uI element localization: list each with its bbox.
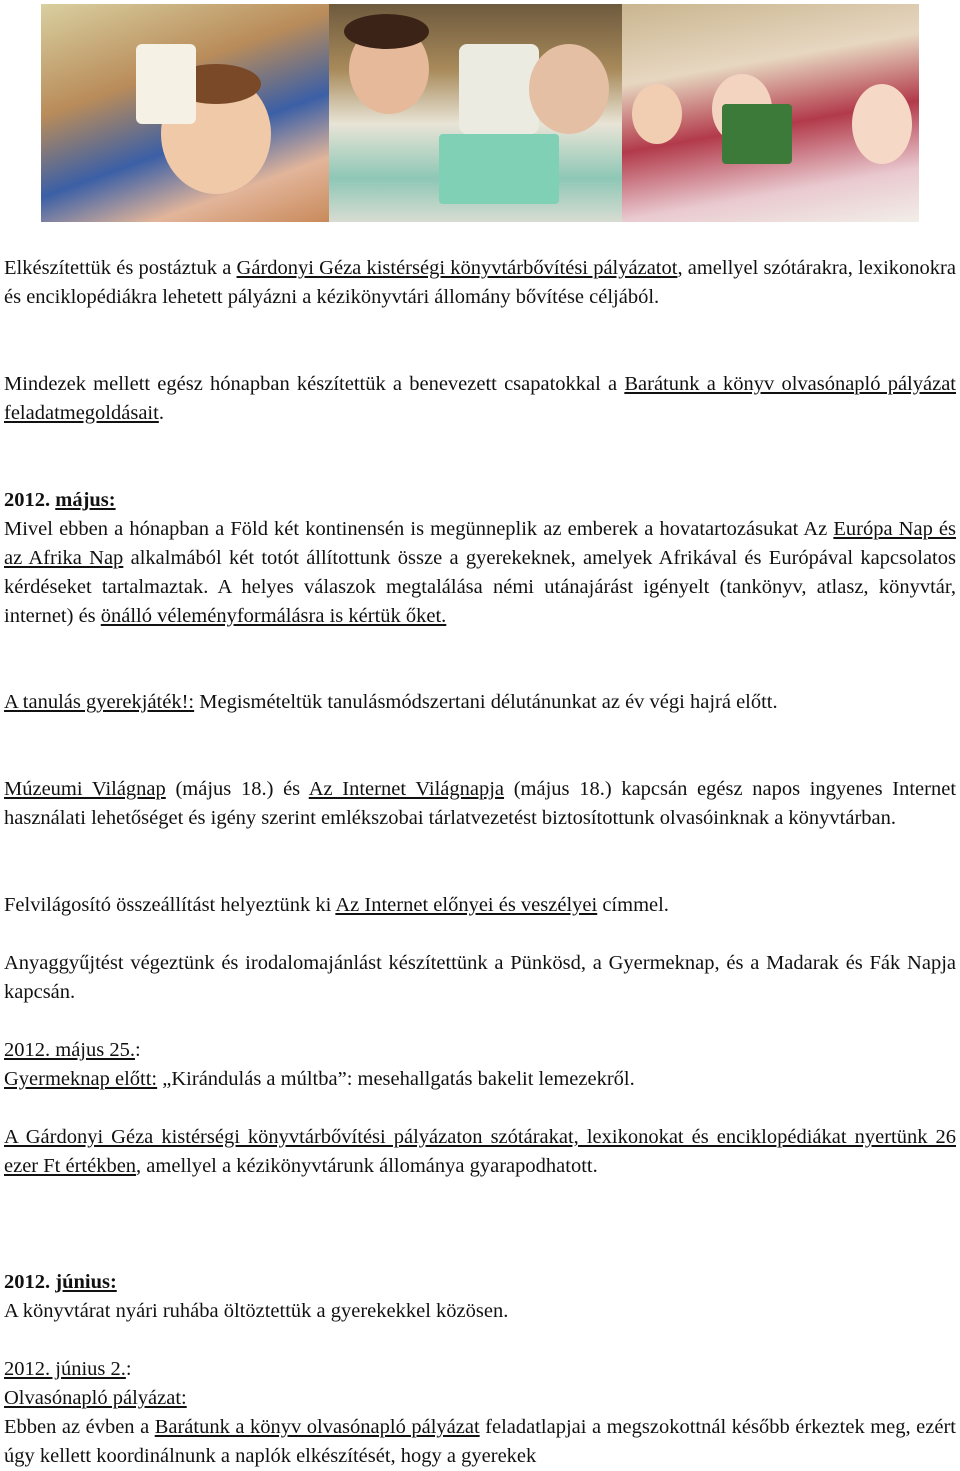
link-europa-afrika-nap[interactable]: Európa Nap és az Afrika Nap: [4, 518, 957, 569]
section-june: [4, 1268, 956, 1326]
paragraph-internet-exhibit: Felvilágosító összeállítást helyeztünk ki Az Internet előnyei és veszélyei címmel.: [4, 894, 669, 916]
link-onallo-velemeny[interactable]: önálló véleményformálásra is kértük őket.: [100, 605, 447, 627]
link-gyermeknap-elott[interactable]: Gyermeknap előtt:: [4, 1068, 158, 1090]
document-body: [4, 254, 956, 312]
heading-june-2012: 2012. június:: [4, 1271, 117, 1293]
paragraph-summer-decoration: A könyvtárat nyári ruhába öltöztettük a gyerekekkel közösen.: [4, 1300, 509, 1322]
section-may: [4, 486, 956, 631]
paragraph-collection: Anyaggyűjtést végeztünk és irodalomajánlást készítettünk a Pünkösd, a Gyermeknap, és a Madarak és Fák Napja kapcsán.: [4, 952, 956, 1003]
link-internet-elonyei[interactable]: Az Internet előnyei és veszélyei: [335, 894, 598, 916]
link-gardonyi-grant[interactable]: Gárdonyi Géza kistérségi könyvtárbővítési pályázatot: [236, 257, 678, 279]
paragraph-childrens-day: Gyermeknap előtt: „Kirándulás a múltba”: mesehallgatás bakelit lemezekről.: [4, 1068, 635, 1090]
paragraph-museum-internet-day: Múzeumi Világnap (május 18.) és Az Internet Világnapja (május 18.) kapcsán egész napos ingyenes Internet használati lehetőséget és igény szerint emlékszobai tárlatvezetést biztosítottunk olvasóinknak a könyvtárban.: [4, 778, 957, 829]
link-tanulas-gyerekjatek[interactable]: A tanulás gyerekjáték!:: [4, 691, 195, 713]
heading-reading-diary-contest: Olvasónapló pályázat:: [4, 1387, 187, 1409]
paragraph-learning-game: A tanulás gyerekjáték!: Megismételtük tanulásmódszertani délutánunkat az év végi hajrá előtt.: [4, 691, 778, 713]
photo-children-with-book: [622, 4, 919, 222]
photo-boy-reading: [41, 4, 329, 222]
link-baratunk-a-konyv[interactable]: Barátunk a könyv olvasónapló pályázat feladatmegoldásait: [4, 373, 956, 424]
link-gardonyi-won[interactable]: A Gárdonyi Géza kistérségi könyvtárbővítési pályázaton szótárakat, lexikonokat és enciklopédiákat nyertünk 26 ezer Ft értékben: [4, 1126, 956, 1177]
photo-strip: [41, 4, 919, 222]
heading-may-2012: 2012. május:: [4, 489, 116, 511]
section-may-25: [4, 1036, 956, 1094]
paragraph-europe-africa-day: Mivel ebben a hónapban a Föld két kontinensén is megünneplik az emberek a hovatartozásukat Az Európa Nap és az Afrika Nap alkalmából két totót állítottunk össze a gyerekeknek, amelyek Afrikával és Európával kapcsolatos kérdéseket tartalmaztak. A helyes válaszok megtalálása némi utánajárást igényelt (tankönyv, atlasz, könyvtár, internet) és önálló véleményformálásra is kértük őket.: [4, 518, 957, 627]
heading-june-2: 2012. június 2.:: [4, 1358, 132, 1380]
paragraph-reading-diary: Mindezek mellett egész hónapban készítettük a benevezett csapatokkal a Barátunk a könyv olvasónapló pályázat feladatmegoldásait.: [4, 373, 956, 424]
paragraph-grant-won: A Gárdonyi Géza kistérségi könyvtárbővítési pályázaton szótárakat, lexikonokat és enciklopédiákat nyertünk 26 ezer Ft értékben, amellyel a kézikönyvtárunk állománya gyarapodhatott.: [4, 1126, 956, 1177]
paragraph-submission: Elkészítettük és postáztuk a Gárdonyi Géza kistérségi könyvtárbővítési pályázatot, amellyel szótárakra, lexikonokra és enciklopédiákra lehetett pályázni a kézikönyvtári állomány bővítése céljából.: [4, 257, 956, 308]
heading-may-25: 2012. május 25.:: [4, 1039, 141, 1061]
photo-computer-session: [329, 4, 622, 222]
link-baratunk-olvasonaplo[interactable]: Barátunk a könyv olvasónapló pályázat: [154, 1416, 480, 1438]
section-june-2: [4, 1355, 956, 1471]
link-internet-vilagnapja[interactable]: Az Internet Világnapja: [308, 778, 505, 800]
paragraph-diary-worksheets: Ebben az évben a Barátunk a könyv olvasónapló pályázat feladatlapjai a megszokottnál később érkeztek meg, ezért úgy kellett koordinálnunk a naplók elkészítését, hogy a gyerekek: [4, 1416, 956, 1467]
link-muzeumi-vilagnap[interactable]: Múzeumi Világnap: [4, 778, 166, 800]
